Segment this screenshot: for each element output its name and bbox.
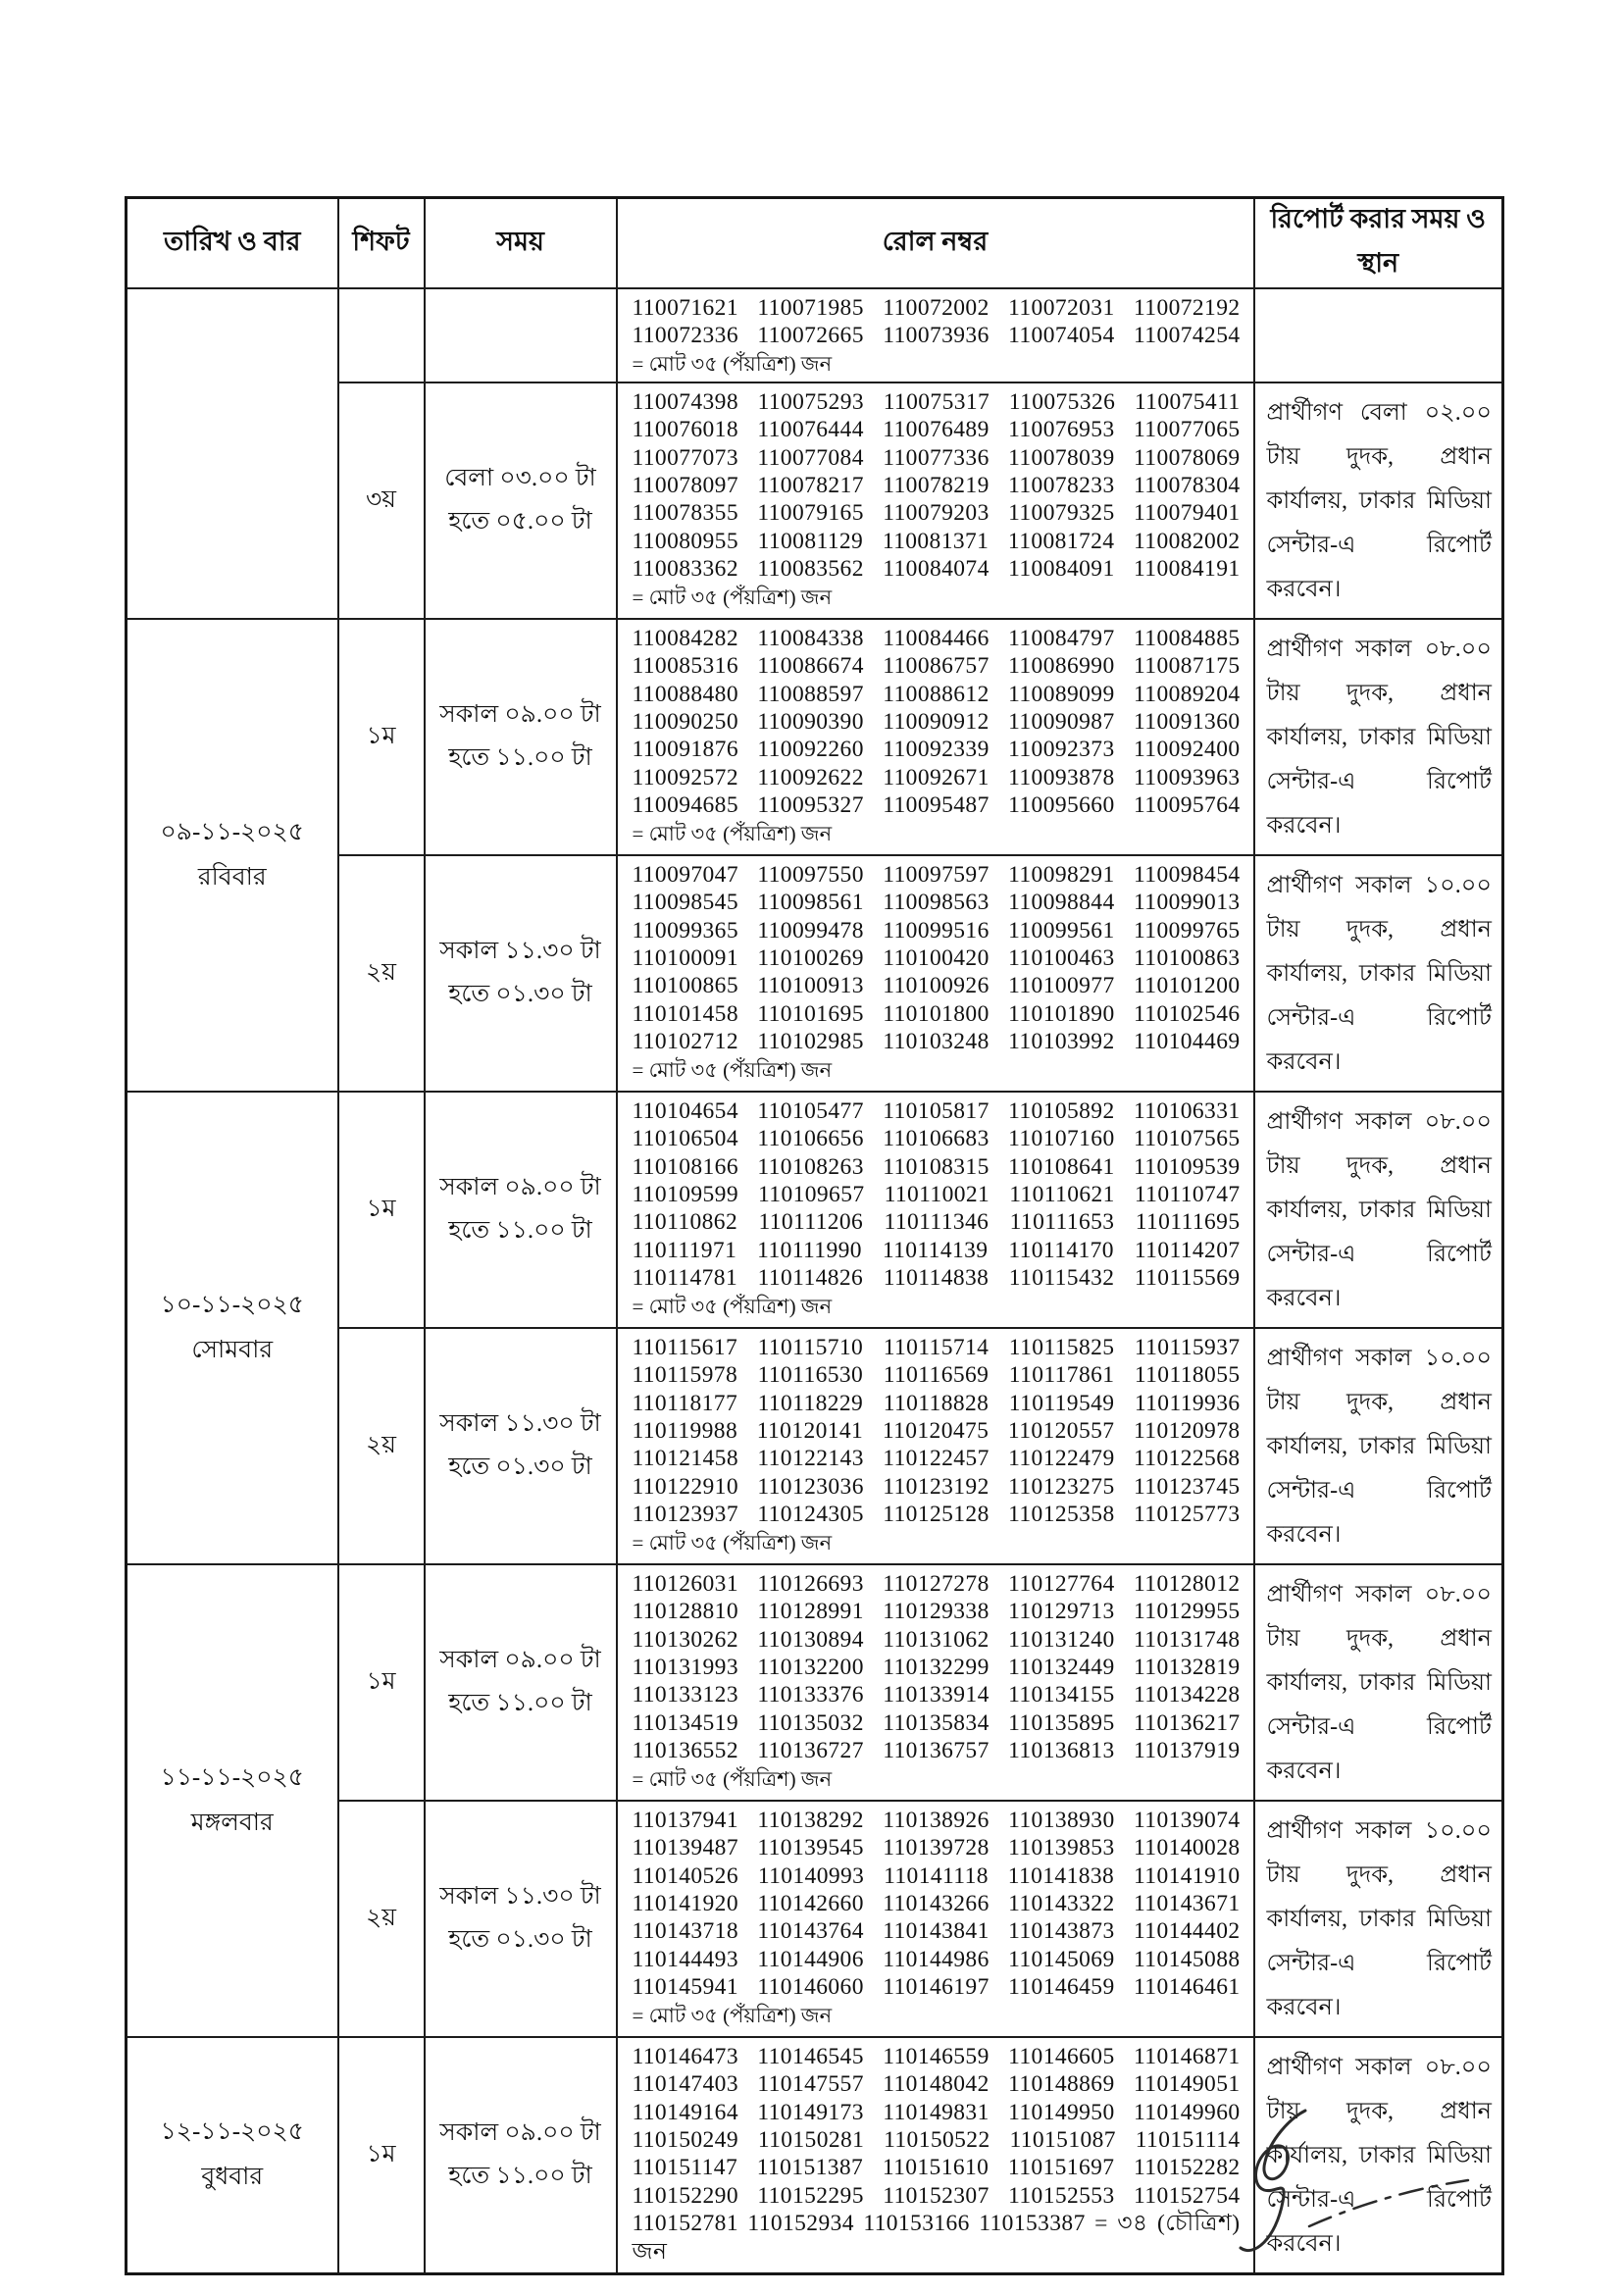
time-line: হতে ০৫.০০ টা: [448, 508, 592, 535]
shift-cell: ২য়: [338, 1801, 425, 2037]
date-cell: [127, 1092, 338, 1564]
roll-line: 110119988 110120141 110120475 110120557 110120978: [632, 1418, 1241, 1445]
report-cell: [1254, 288, 1503, 382]
time-line: হতে ১১.০০ টা: [448, 1217, 592, 1245]
roll-line: 110071621 110071985 110072002 110072031 110072192: [632, 295, 1241, 321]
report-text: প্রার্থীগণ সকাল ১০.০০ টায় দুদক, প্রধান কার্যালয়, ঢাকার মিডিয়া সেন্টার-এ রিপোর্ট করবেন।: [1266, 1345, 1492, 1548]
roll-line: 110143718 110143764 110143841 110143873 110144402: [632, 1918, 1241, 1945]
roll-line: 110106504 110106656 110106683 110107160 110107565: [632, 1126, 1241, 1152]
time-cell: [425, 1092, 617, 1328]
exam-schedule-table: [125, 196, 1504, 2275]
time-cell: [425, 382, 617, 619]
time-line: হতে ১১.০০ টা: [448, 744, 592, 772]
date-cell: [127, 2037, 338, 2274]
roll-line: 110100091 110100269 110100420 110100463 110100863: [632, 945, 1241, 972]
shift-cell: ১ম: [338, 2037, 425, 2274]
roll-line: 110098545 110098561 110098563 110098844 110099013: [632, 890, 1241, 916]
roll-cell: [617, 1328, 1254, 1564]
time-line: সকাল ০৯.০০ টা: [439, 1647, 601, 1674]
roll-line: 110076018 110076444 110076489 110076953 110077065: [632, 417, 1241, 443]
roll-line: 110123937 110124305 110125128 110125358 110125773: [632, 1502, 1241, 1528]
total-line: = মোট ৩৫ (পঁয়ত্রিশ) জন: [632, 1766, 833, 1791]
roll-line: 110104654 110105477 110105817 110105892 110106331: [632, 1097, 1241, 1124]
report-cell: [1254, 1328, 1503, 1564]
total-line: = মোট ৩৫ (পঁয়ত্রিশ) জন: [632, 585, 833, 609]
roll-line: 110080955 110081129 110081371 110081724 110082002: [632, 528, 1241, 554]
time-cell: [425, 619, 617, 855]
roll-line: 110144493 110144906 110144986 110145069 110145088: [632, 1946, 1241, 1972]
roll-line: 110115978 110116530 110116569 110117861 110118055: [632, 1362, 1241, 1389]
roll-line: 110084282 110084338 110084466 110084797 110084885: [632, 625, 1241, 651]
roll-line: 110094685 110095327 110095487 110095660 110095764: [632, 792, 1241, 819]
roll-cell: [617, 619, 1254, 855]
roll-line: 110150249 110150281 110150522 110151087 110151114: [632, 2127, 1241, 2154]
roll-line: 110133123 110133376 110133914 110134155 110134228: [632, 1682, 1241, 1708]
time-line: সকাল ০৯.০০ টা: [439, 2119, 601, 2147]
date-cell: [127, 1564, 338, 2037]
roll-line: 110111971 110111990 110114139 110114170 110114207: [632, 1237, 1241, 1263]
time-line: সকাল ০৯.০০ টা: [439, 1174, 601, 1201]
time-line: সকাল ০৯.০০ টা: [439, 701, 601, 729]
date-cell: [127, 619, 338, 1092]
roll-line: 110108166 110108263 110108315 110108641 110109539: [632, 1153, 1241, 1180]
time-line: হতে ১১.০০ টা: [448, 1690, 592, 1717]
roll-line: 110131993 110132200 110132299 110132449 110132819: [632, 1655, 1241, 1681]
time-cell: [425, 1564, 617, 1801]
roll-line: 110128810 110128991 110129338 110129713 110129955: [632, 1599, 1241, 1625]
roll-line: 110083362 110083562 110084074 110084091 110084191: [632, 556, 1241, 583]
roll-line: 110121458 110122143 110122457 110122479 110122568: [632, 1446, 1241, 1472]
time-cell: [425, 1328, 617, 1564]
report-cell: [1254, 382, 1503, 619]
roll-line: 110088480 110088597 110088612 110089099 110089204: [632, 681, 1241, 707]
roll-line: 110090250 110090390 110090912 110090987 110091360: [632, 709, 1241, 736]
roll-line: 110136552 110136727 110136757 110136813 110137919: [632, 1738, 1241, 1764]
roll-line: 110122910 110123036 110123192 110123275 110123745: [632, 1473, 1241, 1500]
header-roll: রোল নম্বর: [617, 198, 1254, 289]
roll-line: 110100865 110100913 110100926 110100977 110101200: [632, 973, 1241, 999]
header-time: সময়: [425, 198, 617, 289]
roll-line: 110149164 110149173 110149831 110149950 110149960: [632, 2099, 1241, 2125]
report-cell: [1254, 1564, 1503, 1801]
shift-cell: ১ম: [338, 1564, 425, 1801]
roll-line: 110091876 110092260 110092339 110092373 110092400: [632, 737, 1241, 763]
roll-line: 110139487 110139545 110139728 110139853 110140028: [632, 1835, 1241, 1861]
roll-line: 110099365 110099478 110099516 110099561 110099765: [632, 917, 1241, 943]
roll-line: 110102712 110102985 110103248 110103992 110104469: [632, 1029, 1241, 1055]
header-shift: শিফট: [338, 198, 425, 289]
time-line: বেলা ০৩.০০ টা: [444, 465, 596, 492]
time-line: হতে ১১.০০ টা: [448, 2163, 592, 2190]
table-header: [127, 198, 1503, 289]
report-text: প্রার্থীগণ সকাল ১০.০০ টায় দুদক, প্রধান কার্যালয়, ঢাকার মিডিয়া সেন্টার-এ রিপোর্ট করবেন।: [1266, 1817, 1492, 2020]
roll-line: 110130262 110130894 110131062 110131240 110131748: [632, 1626, 1241, 1653]
report-text: প্রার্থীগণ বেলা ০২.০০ টায় দুদক, প্রধান কার্যালয়, ঢাকার মিডিয়া সেন্টার-এ রিপোর্ট করবেন।: [1266, 399, 1492, 602]
roll-cell: [617, 1564, 1254, 1801]
header-date: তারিখ ও বার: [127, 198, 338, 289]
roll-line: 110085316 110086674 110086757 110086990 110087175: [632, 653, 1241, 680]
roll-line: 110152290 110152295 110152307 110152553 110152754: [632, 2182, 1241, 2209]
schedule-tbody: [127, 288, 1503, 2273]
header-report: রিপোর্ট করার সময় ও স্থান: [1254, 198, 1503, 289]
roll-line: 110146473 110146545 110146559 110146605 110146871: [632, 2043, 1241, 2069]
roll-line: 110109599 110109657 110110021 110110621 110110747: [632, 1182, 1241, 1208]
total-line: = মোট ৩৫ (পঁয়ত্রিশ) জন: [632, 1057, 833, 1082]
time-line: সকাল ১১.৩০ টা: [439, 938, 601, 965]
roll-line: 110078097 110078217 110078219 110078233 110078304: [632, 473, 1241, 499]
roll-line: 110151147 110151387 110151610 110151697 110152282: [632, 2155, 1241, 2181]
roll-line: 110118177 110118229 110118828 110119549 110119936: [632, 1390, 1241, 1416]
day-label: রবিবার: [197, 863, 267, 891]
day-label: মঙ্গলবার: [190, 1809, 274, 1836]
roll-cell: [617, 2037, 1254, 2274]
roll-line: 110097047 110097550 110097597 110098291 110098454: [632, 861, 1241, 888]
roll-line: 110078355 110079165 110079203 110079325 110079401: [632, 500, 1241, 527]
schedule-row: [127, 288, 1503, 382]
shift-cell: ৩য়: [338, 382, 425, 619]
roll-line: 110114781 110114826 110114838 110115432 110115569: [632, 1265, 1241, 1292]
date-label: ১২-১১-২০২৫: [160, 2118, 305, 2146]
report-cell: [1254, 619, 1503, 855]
day-label: সোমবার: [191, 1336, 274, 1363]
time-line: সকাল ১১.৩০ টা: [439, 1410, 601, 1438]
time-line: হতে ০১.৩০ টা: [448, 1926, 592, 1954]
roll-line: 110074398 110075293 110075317 110075326 110075411: [632, 388, 1241, 415]
day-label: বুধবার: [201, 2164, 264, 2191]
report-cell: [1254, 855, 1503, 1092]
report-text: প্রার্থীগণ সকাল ০৮.০০ টায় দুদক, প্রধান কার্যালয়, ঢাকার মিডিয়া সেন্টার-এ রিপোর্ট করবেন।: [1266, 636, 1492, 839]
time-line: হতে ০১.৩০ টা: [448, 1453, 592, 1481]
roll-line: 110152781 110152934 110153166 110153387 = ৩৪ (চৌত্রিশ) জন: [632, 2211, 1241, 2265]
roll-line: 110072336 110072665 110073936 110074054 110074254: [632, 323, 1241, 349]
report-text: প্রার্থীগণ সকাল ০৮.০০ টায় দুদক, প্রধান কার্যালয়, ঢাকার মিডিয়া সেন্টার-এ রিপোর্ট করবেন।: [1266, 1581, 1492, 1784]
roll-line: 110115617 110115710 110115714 110115825 110115937: [632, 1334, 1241, 1360]
roll-cell: [617, 382, 1254, 619]
date-cell: [127, 288, 338, 619]
roll-line: 110134519 110135032 110135834 110135895 110136217: [632, 1709, 1241, 1736]
roll-cell: [617, 855, 1254, 1092]
roll-cell: [617, 1092, 1254, 1328]
date-label: ০৯-১১-২০২৫: [160, 818, 305, 845]
date-label: ১১-১১-২০২৫: [160, 1763, 305, 1791]
total-line: = মোট ৩৫ (পঁয়ত্রিশ) জন: [632, 351, 833, 376]
roll-line: 110145941 110146060 110146197 110146459 110146461: [632, 1974, 1241, 2001]
total-line: = মোট ৩৫ (পঁয়ত্রিশ) জন: [632, 1530, 833, 1555]
date-label: ১০-১১-২০২৫: [160, 1291, 305, 1318]
total-line: = মোট ৩৫ (পঁয়ত্রিশ) জন: [632, 1294, 833, 1318]
total-line: = মোট ৩৫ (পঁয়ত্রিশ) জন: [632, 2003, 833, 2027]
roll-line: 110126031 110126693 110127278 110127764 110128012: [632, 1570, 1241, 1597]
time-cell: [425, 288, 617, 382]
roll-line: 110137941 110138292 110138926 110138930 110139074: [632, 1807, 1241, 1833]
shift-cell: ১ম: [338, 619, 425, 855]
total-line: = মোট ৩৫ (পঁয়ত্রিশ) জন: [632, 821, 833, 845]
report-cell: [1254, 1801, 1503, 2037]
shift-cell: ২য়: [338, 855, 425, 1092]
roll-line: 110101458 110101695 110101800 110101890 110102546: [632, 1000, 1241, 1027]
shift-cell: [338, 288, 425, 382]
schedule-row: [127, 619, 1503, 855]
roll-line: 110141920 110142660 110143266 110143322 110143671: [632, 1891, 1241, 1917]
time-cell: [425, 1801, 617, 2037]
roll-cell: [617, 288, 1254, 382]
time-line: হতে ০১.৩০ টা: [448, 981, 592, 1008]
schedule-row: [127, 1564, 1503, 1801]
time-cell: [425, 2037, 617, 2274]
time-line: সকাল ১১.৩০ টা: [439, 1883, 601, 1911]
shift-cell: ১ম: [338, 1092, 425, 1328]
report-cell: [1254, 1092, 1503, 1328]
header-row: [127, 198, 1503, 289]
time-cell: [425, 855, 617, 1092]
roll-line: 110092572 110092622 110092671 110093878 110093963: [632, 764, 1241, 790]
roll-line: 110077073 110077084 110077336 110078039 110078069: [632, 444, 1241, 471]
roll-line: 110140526 110140993 110141118 110141838 110141910: [632, 1862, 1241, 1889]
signature-scribble: [1211, 2089, 1545, 2285]
roll-line: 110110862 110111206 110111346 110111653 110111695: [632, 1209, 1241, 1236]
report-text: প্রার্থীগণ সকাল ১০.০০ টায় দুদক, প্রধান কার্যালয়, ঢাকার মিডিয়া সেন্টার-এ রিপোর্ট করবেন।: [1266, 872, 1492, 1075]
schedule-row: [127, 1092, 1503, 1328]
shift-cell: ২য়: [338, 1328, 425, 1564]
report-text: প্রার্থীগণ সকাল ০৮.০০ টায় দুদক, প্রধান কার্যালয়, ঢাকার মিডিয়া সেন্টার-এ রিপোর্ট করবেন।: [1266, 2054, 1492, 2257]
roll-line: 110147403 110147557 110148042 110148869 110149051: [632, 2071, 1241, 2098]
roll-cell: [617, 1801, 1254, 2037]
report-text: প্রার্থীগণ সকাল ০৮.০০ টায় দুদক, প্রধান কার্যালয়, ঢাকার মিডিয়া সেন্টার-এ রিপোর্ট করবেন।: [1266, 1108, 1492, 1311]
